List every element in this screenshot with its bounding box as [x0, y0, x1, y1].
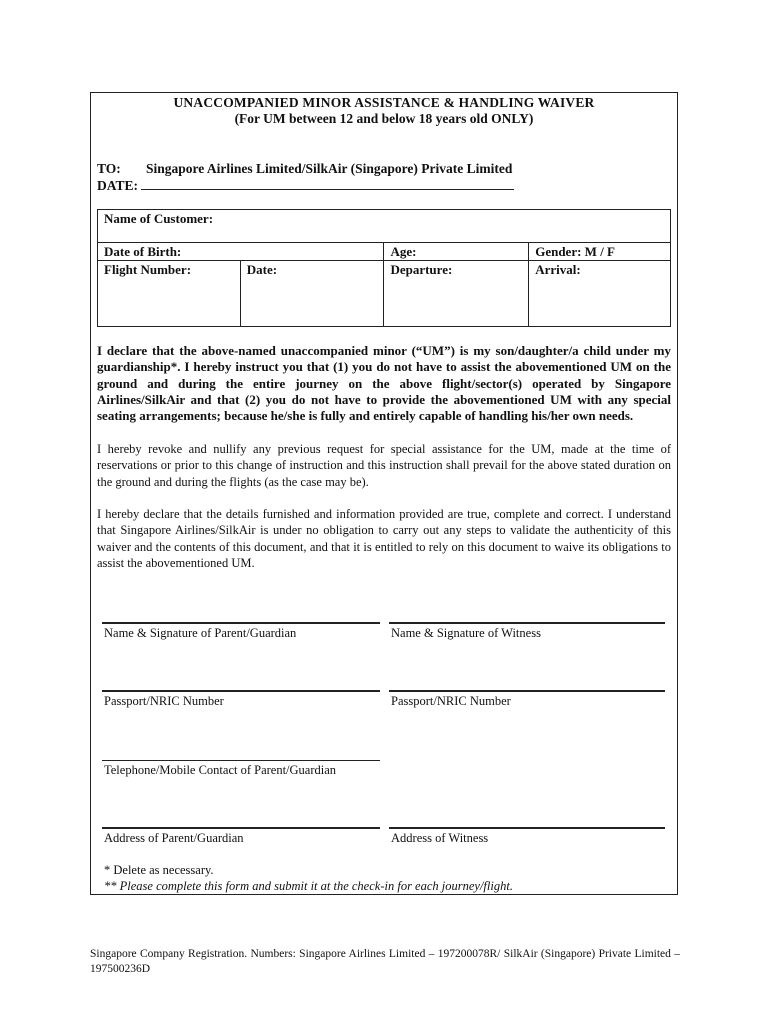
submit-note: ** Please complete this form and submit it at the check-in for each journey/flight. — [104, 879, 513, 893]
gender-cell[interactable] — [529, 243, 671, 261]
parent-signature-line[interactable] — [102, 622, 380, 624]
witness-signature-label: Name & Signature of Witness — [391, 626, 541, 640]
delete-note: * Delete as necessary. — [104, 863, 214, 877]
date-of-birth-cell[interactable] — [98, 243, 384, 261]
witness-address-line[interactable] — [389, 827, 665, 829]
witness-passport-label: Passport/NRIC Number — [391, 694, 511, 708]
to-value: Singapore Airlines Limited/SilkAir (Singapore) Private Limited — [146, 161, 513, 176]
revoke-paragraph: I hereby revoke and nullify any previous request for special assistance for the UM, made at the time of reservations or prior to this change of instruction and this instruction shall prevail for the above stated duration on the ground and during the flights (as the case may be). — [97, 442, 671, 489]
date-line — [97, 177, 514, 194]
parent-telephone-line[interactable] — [102, 760, 380, 761]
to-label: TO: — [97, 161, 121, 176]
date-field[interactable] — [141, 177, 514, 190]
age-cell[interactable] — [384, 243, 529, 261]
flight-number-cell[interactable] — [98, 261, 241, 327]
name-of-customer-cell[interactable] — [98, 210, 671, 243]
parent-address-line[interactable] — [102, 827, 380, 829]
arrival-label: Arrival: — [535, 262, 581, 277]
gender-label: Gender: M / F — [535, 244, 616, 259]
date-of-birth-label: Date of Birth: — [104, 244, 182, 259]
form-title: UNACCOMPANIED MINOR ASSISTANCE & HANDLING WAIVER — [173, 95, 595, 110]
flight-number-label: Flight Number: — [104, 262, 192, 277]
witness-address-label: Address of Witness — [391, 831, 489, 845]
flight-date-label: Date: — [246, 262, 278, 277]
witness-passport-line[interactable] — [389, 690, 665, 692]
witness-signature-line[interactable] — [389, 622, 665, 624]
parent-passport-label: Passport/NRIC Number — [104, 694, 224, 708]
form-subtitle: (For UM between 12 and below 18 years old ONLY) — [234, 111, 534, 126]
parent-passport-line[interactable] — [102, 690, 380, 692]
flight-date-cell[interactable] — [240, 261, 384, 327]
registration-footer: Singapore Company Registration. Numbers: Singapore Airlines Limited – 197200078R/ SilkAir (Singapore) Private Limited – 197500236D — [90, 948, 680, 975]
declaration-paragraph: I declare that the above-named unaccompanied minor (“UM”) is my son/daughter/a child under my guardianship*. I hereby instruct you that (1) you do not have to assist the abovementioned UM on the ground and during the entire journey on the above flight/sector(s) operated by Singapore Airlines/SilkAir and that (2) you do not have to provide the abovementioned UM with any special seating arrangements; because he/she is fully and entirely capable of handling his/her own needs. — [97, 343, 671, 424]
departure-cell[interactable] — [384, 261, 529, 327]
name-of-customer-label: Name of Customer: — [104, 211, 214, 226]
truth-paragraph: I hereby declare that the details furnished and information provided are true, complete and correct. I understand that Singapore Airlines/SilkAir is under no obligation to carry out any steps to validate the authenticity of this waiver and the contents of this document, and that it is entitled to rely on this document to waive its obligations to assist the abovementioned UM. — [97, 507, 671, 571]
to-line — [97, 161, 512, 177]
date-label: DATE: — [97, 178, 139, 193]
parent-signature-label: Name & Signature of Parent/Guardian — [104, 626, 297, 640]
departure-label: Departure: — [390, 262, 453, 277]
arrival-cell[interactable] — [529, 261, 671, 327]
customer-info-table — [97, 209, 671, 327]
age-label: Age: — [390, 244, 417, 259]
parent-telephone-label: Telephone/Mobile Contact of Parent/Guardian — [104, 763, 337, 777]
parent-address-label: Address of Parent/Guardian — [104, 831, 244, 845]
